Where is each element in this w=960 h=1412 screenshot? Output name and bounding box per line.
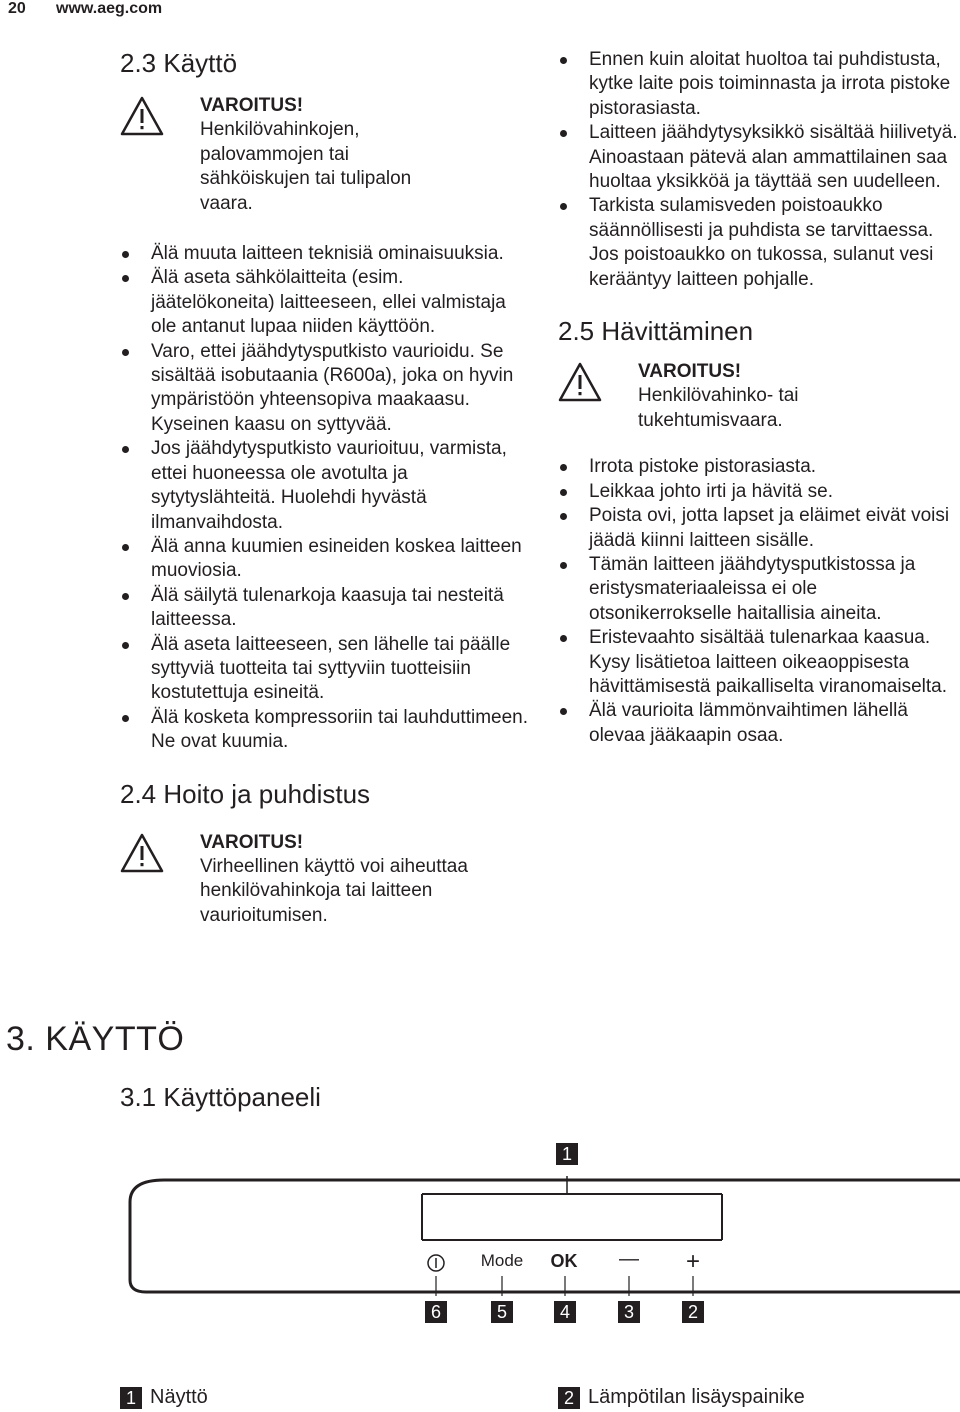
care-list	[558, 48, 958, 292]
warning-text: Virheellinen käyttö voi aiheuttaa henkilövahinkoja tai laitteen vaurioitumisen.	[200, 855, 468, 926]
warning-text: Henkilövahinko- tai tukehtumisvaara.	[638, 385, 799, 431]
legend-item-display	[120, 1385, 208, 1409]
list-item: Ennen kuin aloitat huoltoa tai puhdistusta, kytke laite pois toiminnasta ja irrota pistoke pistorasiasta.	[558, 48, 958, 121]
list-item: Jos jäähdytysputkisto vaurioituu, varmista, ettei huoneessa ole avotulta ja sytytyslähteitä. Huolehdi hyvästä ilmanvaihdosta.	[120, 437, 530, 535]
control-panel-drawing	[124, 1176, 960, 1296]
mode-button[interactable]: Mode	[480, 1251, 524, 1270]
section-title-2-4: 2.4 Hoito ja puhdistus	[120, 778, 371, 809]
callout-display: 1	[556, 1143, 578, 1165]
ok-button[interactable]: OK	[550, 1251, 578, 1271]
list-item: Eristevaahto sisältää tulenarkaa kaasua. Kysy lisätietoa laitteen oikeaoppisesta hävittämisestä paikalliselta viranomaiselta.	[558, 626, 958, 699]
warning-box	[120, 94, 530, 216]
callout-power: 6	[425, 1301, 447, 1323]
section-title-3-1: 3.1 Käyttöpaneeli	[120, 1082, 321, 1112]
chapter-title: 3. KÄYTTÖ	[6, 1020, 185, 1058]
disposal-list	[558, 455, 958, 748]
warning-text: Henkilövahinkojen, palovammojen tai sähköiskujen tai tulipalon vaara.	[200, 119, 412, 214]
warning-title: VAROITUS!	[200, 95, 304, 116]
section-title-2-5: 2.5 Hävittäminen	[558, 316, 754, 347]
list-item: Tämän laitteen jäähdytysputkistossa ja eristysmateriaaleissa ei ole otsonikerrokselle haitallisia aineita.	[558, 553, 958, 626]
warning-triangle-icon	[120, 833, 164, 873]
usage-list	[120, 242, 530, 755]
warning-triangle-icon	[558, 362, 602, 402]
warning-triangle-icon	[120, 96, 164, 136]
power-icon[interactable]	[426, 1253, 446, 1273]
callout-mode: 5	[491, 1301, 513, 1323]
legend-number: 2	[558, 1387, 580, 1409]
list-item: Älä aseta laitteeseen, sen lähelle tai päälle syttyviä tuotteita tai syttyviin tuotteisiin kostutettuja esineitä.	[120, 633, 530, 706]
list-item: Älä muuta laitteen teknisiä ominaisuuksia.	[120, 242, 530, 266]
legend-text: Näyttö	[150, 1386, 208, 1408]
list-item: Älä kosketa kompressoriin tai lauhduttimeen. Ne ovat kuumia.	[120, 706, 530, 755]
list-item: Älä vaurioita lämmönvaihtimen lähellä olevaa jääkaapin osaa.	[558, 699, 958, 748]
legend-text: Lämpötilan lisäyspainike	[588, 1386, 805, 1408]
site-url[interactable]: www.aeg.com	[56, 0, 163, 17]
list-item: Älä säilytä tulenarkoja kaasuja tai nesteitä laitteessa.	[120, 584, 530, 633]
warning-title: VAROITUS!	[638, 361, 742, 383]
section-title-2-3: 2.3 Käyttö	[120, 48, 238, 78]
minus-button[interactable]: —	[619, 1248, 639, 1270]
legend-number: 1	[120, 1387, 142, 1409]
list-item: Älä anna kuumien esineiden koskea laitteen muoviosia.	[120, 535, 530, 584]
list-item: Älä aseta sähkölaitteita (esim. jäätelökoneita) laitteeseen, ellei valmistaja ole antanut lupaa niiden käyttöön.	[120, 266, 530, 339]
page-number: 20	[8, 0, 26, 17]
left-column	[120, 46, 530, 928]
plus-button[interactable]: +	[685, 1248, 700, 1275]
list-item: Leikkaa johto irti ja hävitä se.	[558, 480, 958, 504]
list-item: Laitteen jäähdytysyksikkö sisältää hiilivetyä. Ainoastaan pätevä alan ammattilainen saa huoltaa yksikköä ja täyttää sen uudelleen.	[558, 121, 958, 194]
warning-box	[120, 831, 530, 929]
warning-box	[558, 360, 958, 433]
right-column	[558, 48, 958, 748]
callout-minus: 3	[618, 1301, 640, 1323]
callout-ok: 4	[554, 1301, 576, 1323]
legend-item-temp-up	[558, 1385, 805, 1409]
list-item: Poista ovi, jotta lapset ja eläimet eivät voisi jäädä kiinni laitteen sisälle.	[558, 504, 958, 553]
list-item: Irrota pistoke pistorasiasta.	[558, 455, 958, 479]
warning-title: VAROITUS!	[200, 831, 304, 853]
list-item: Varo, ettei jäähdytysputkisto vaurioidu. Se sisältää isobutaania (R600a), joka on hyvin ympäristöön yhteensopiva maakaasu. Kyseinen kaasu on syttyvää.	[120, 340, 530, 438]
list-item: Tarkista sulamisveden poistoaukko säännöllisesti ja puhdista se tarvittaessa. Jos poistoaukko on tukossa, sulanut vesi kerääntyy laitteen pohjalle.	[558, 194, 958, 292]
callout-plus: 2	[682, 1301, 704, 1323]
